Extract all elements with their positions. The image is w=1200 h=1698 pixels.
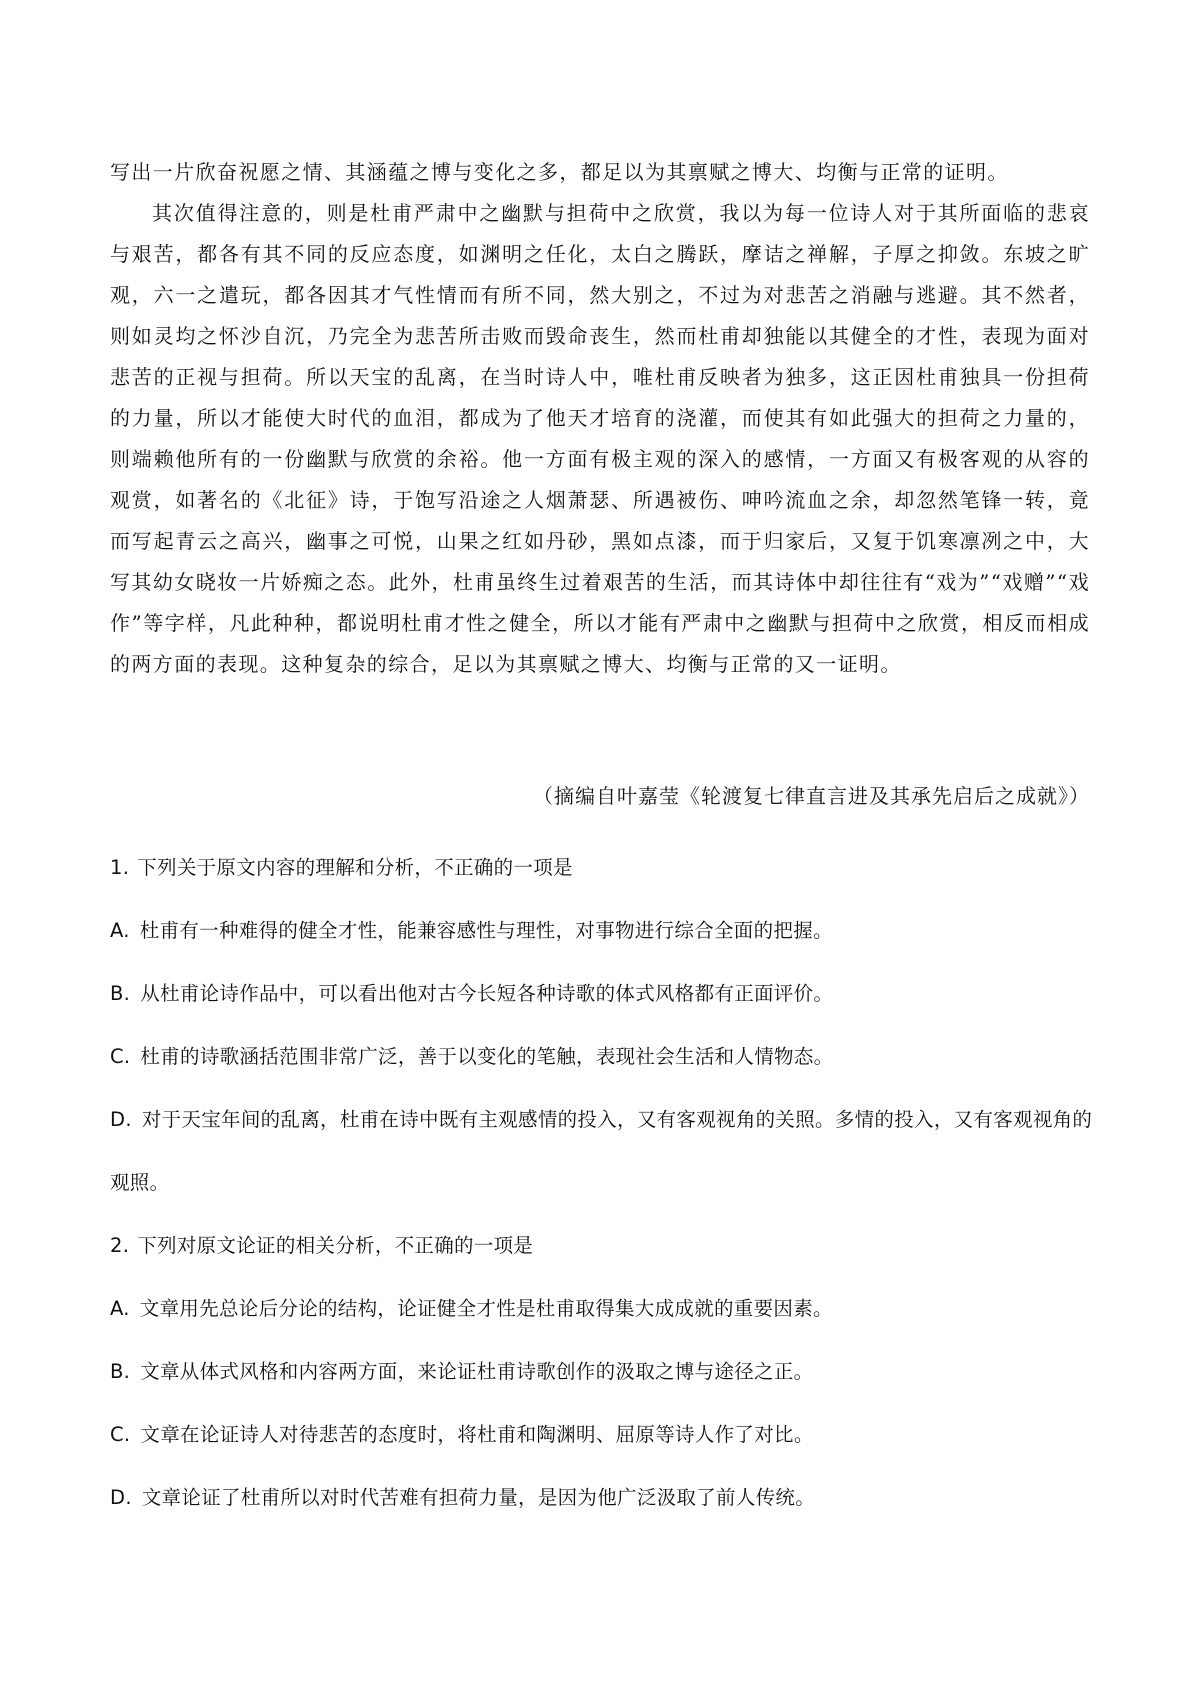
option-text: 对于天宝年间的乱离，杜甫在诗中既有主观感情的投入，又有客观视角的关照。多情的投入，又有客观视角的观照。 xyxy=(110,1108,1093,1194)
passage-source: （摘编自叶嘉莹《轮渡复七律直言进及其承先启后之成就》） xyxy=(533,784,1090,808)
option-a xyxy=(110,899,1095,962)
option-letter: A. xyxy=(110,1297,130,1320)
option-text: 文章在论证诗人对待悲苦的态度时，将杜甫和陶渊明、屈原等诗人作了对比。 xyxy=(140,1423,814,1446)
question-1 xyxy=(110,836,1095,1214)
option-letter: B. xyxy=(110,1360,131,1383)
question-stem: 下列关于原文内容的理解和分析，不正确的一项是 xyxy=(137,856,573,879)
question-number: 2. xyxy=(110,1234,130,1257)
option-a xyxy=(110,1277,1095,1340)
question-number: 1. xyxy=(110,856,130,879)
option-text: 文章从体式风格和内容两方面，来论证杜甫诗歌创作的汲取之博与途径之正。 xyxy=(140,1360,814,1383)
option-letter: B. xyxy=(110,982,131,1005)
question-2-stem-line xyxy=(110,1214,1095,1277)
question-2 xyxy=(110,1214,1095,1529)
question-stem: 下列对原文论证的相关分析，不正确的一项是 xyxy=(137,1234,534,1257)
option-letter: D. xyxy=(110,1108,132,1131)
reading-passage xyxy=(110,152,1090,685)
passage-paragraph-2: 其次值得注意的，则是杜甫严肃中之幽默与担荷中之欣赏，我以为每一位诗人对于其所面临的悲哀与艰苦，都各有其不同的反应态度，如渊明之任化，太白之腾跃，摩诘之禅解，子厚之抑敛。东坡之旷观，六一之遣玩，都各因其才气性情而有所不同，然大别之，不过为对悲苦之消融与逃避。其不然者，则如灵均之怀沙自沉，乃完全为悲苦所击败而毁命丧生，然而杜甫却独能以其健全的才性，表现为面对悲苦的正视与担荷。所以天宝的乱离，在当时诗人中，唯杜甫反映者为独多，这正因杜甫独具一份担荷的力量，所以才能使大时代的血泪，都成为了他天才培育的浇灌，而使其有如此强大的担荷之力量的，则端赖他所有的一份幽默与欣赏的余裕。他一方面有极主观的深入的感情，一方面又有极客观的从容的观赏，如著名的《北征》诗，于饱写沿途之人烟萧瑟、所遇被伤、呻吟流血之余，却忽然笔锋一转，竟而写起青云之高兴，幽事之可悦，山果之红如丹砂，黑如点漆，而于归家后，又复于饥寒凛冽之中，大写其幼女晓妆一片娇痴之态。此外，杜甫虽终生过着艰苦的生活，而其诗体中却往往有“戏为”“戏赠”“戏作”等字样，凡此种种，都说明杜甫才性之健全，所以才能有严肃中之幽默与担荷中之欣赏，相反而相成的两方面的表现。这种复杂的综合，足以为其禀赋之博大、均衡与正常的又一证明。 xyxy=(110,201,1090,676)
question-section xyxy=(110,836,1095,1529)
option-d xyxy=(110,1088,1095,1214)
passage-paragraph-1: 写出一片欣奋祝愿之情、其涵蕴之博与变化之多，都足以为其禀赋之博大、均衡与正常的证明。 xyxy=(110,160,1009,184)
option-d xyxy=(110,1466,1095,1529)
option-text: 文章用先总论后分论的结构，论证健全才性是杜甫取得集大成成就的重要因素。 xyxy=(139,1297,833,1320)
option-text: 杜甫有一种难得的健全才性，能兼容感性与理性，对事物进行综合全面的把握。 xyxy=(139,919,833,942)
option-text: 文章论证了杜甫所以对时代苦难有担荷力量，是因为他广泛汲取了前人传统。 xyxy=(141,1486,816,1509)
option-letter: A. xyxy=(110,919,130,942)
option-letter: D. xyxy=(110,1486,132,1509)
option-letter: C. xyxy=(110,1423,131,1446)
question-1-stem-line xyxy=(110,836,1095,899)
option-letter: C. xyxy=(110,1045,131,1068)
option-b xyxy=(110,1340,1095,1403)
option-c xyxy=(110,1025,1095,1088)
option-b xyxy=(110,962,1095,1025)
option-text: 杜甫的诗歌涵括范围非常广泛，善于以变化的笔触，表现社会生活和人情物态。 xyxy=(140,1045,834,1068)
option-text: 从杜甫论诗作品中，可以看出他对古今长短各种诗歌的体式风格都有正面评价。 xyxy=(140,982,834,1005)
option-c xyxy=(110,1403,1095,1466)
